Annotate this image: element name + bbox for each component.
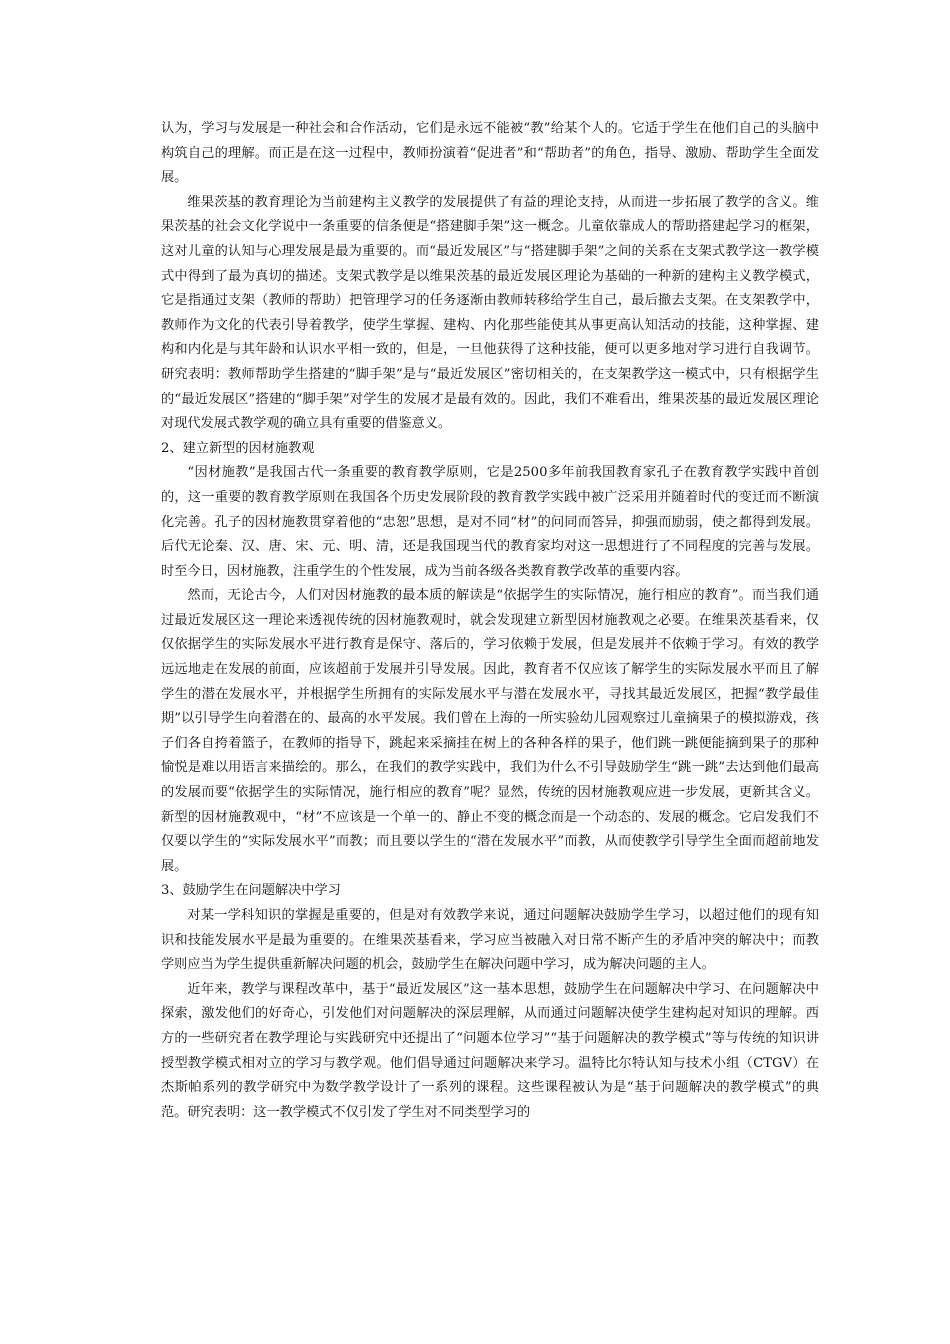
section-heading-3: 3、鼓励学生在问题解决中学习 [161,883,341,899]
section-heading-2: 2、建立新型的因材施教观 [161,440,315,456]
document-page [161,117,819,1125]
paragraph-vygotsky-theory: 维果茨基的教育理论为当前建构主义教学的发展提供了有益的理论支持，从而进一步拓展了教学的含义。维果茨基的社会文化学说中一条重要的信条便是“搭建脚手架”这一概念。儿童依靠成人的帮助搭建起学习的框架，这对儿童的认知与心理发展是最为重要的。而“最近发展区”与“搭建脚手架”之间的关系在支架式教学这一教学模式中得到了最为真切的描述。支架式教学是以维果茨基的最近发展区理论为基础的一种新的建构主义教学模式，它是指通过支架（教师的帮助）把管理学习的任务逐渐由教师转移给学生自己，最后撤去支架。在支架教学中，教师作为文化的代表引导着教学，使学生掌握、建构、内化那些能使其从事更高认知活动的技能，这种掌握、建构和内化是与其年龄和认识水平相一致的，但是，一旦他获得了这种技能，便可以更多地对学习进行自我调节。研究表明：教师帮助学生搭建的“脚手架”是与“最近发展区”密切相关的，在支架教学这一模式中，只有根据学生的“最近发展区”搭建的“脚手架”对学生的发展才是最有效的。因此，我们不难看出，维果茨基的最近发展区理论对现代发展式教学观的确立具有重要的借鉴意义。 [161,194,819,432]
paragraph-recent-reforms: 近年来，教学与课程改革中，基于“最近发展区”这一基本思想，鼓励学生在问题解决中学习、在问题解决中探索，激发他们的好奇心，引发他们对问题解决的深层理解，从而通过问题解决使学生建构起对知识的理解。西方的一些研究者在教学理论与实践研究中还提出了“问题本位学习”“基于问题解决的教学模式”等与传统的知识讲授型教学模式相对立的学习与教学观。他们倡导通过问题解决来学习。温特比尔特认知与技术小组（CTGV）在杰斯帕系列的教学研究中为数学教学设计了一系列的课程。这些课程被认为是“基于问题解决的教学模式”的典范。研究表明：这一教学模式不仅引发了学生对不同类型学习的 [161,981,819,1120]
paragraph-problem-solving: 对某一学科知识的掌握是重要的，但是对有效教学来说，通过问题解决鼓励学生学习，以超过他们的现有知识和技能发展水平是最为重要的。在维果茨基看来，学习应当被融入对日常不断产生的矛盾冲突的解决中；而教学则应当为学生提供重新解决问题的机会，鼓励学生在解决问题中学习，成为解决问题的主人。 [161,908,819,973]
paragraph-new-aptitude-view: 然而，无论古今，人们对因材施教的最本质的解读是“依据学生的实际情况，施行相应的教育”。而当我们通过最近发展区这一理论来透视传统的因材施教观时，就会发现建立新型因材施教观之必要。在维果茨基看来，仅仅依据学生的实际发展水平进行教育是保守、落后的，学习依赖于发展，但是发展并不依赖于学习。有效的教学远远地走在发展的前面，应该超前于发展并引导发展。因此，教育者不仅应该了解学生的实际发展水平而且了解学生的潜在发展水平，并根据学生所拥有的实际发展水平与潜在发展水平，寻找其最近发展区，把握“教学最佳期”以引导学生向着潜在的、最高的水平发展。我们曾在上海的一所实验幼儿园观察过儿童摘果子的模拟游戏，孩子们各自挎着篮子，在教师的指导下，跳起来采摘挂在树上的各种各样的果子，他们跳一跳便能摘到果子的那种愉悦是难以用语言来描绘的。那么，在我们的教学实践中，我们为什么不引导鼓励学生“跳一跳”去达到他们最高的发展而要“依据学生的实际情况，施行相应的教育”呢？显然，传统的因材施教观应进一步发展，更新其含义。新型的因材施教观中，“材”不应该是一个单一的、静止不变的概念而是一个动态的、发展的概念。它启发我们不仅要以学生的“实际发展水平”而教；而且要以学生的“潜在发展水平”而教，从而使教学引导学生全面而超前地发展。 [161,588,819,874]
paragraph-teaching-students-according-to-aptitude: “因材施教”是我国古代一条重要的教育教学原则，它是2500多年前我国教育家孔子在教育教学实践中首创的，这一重要的教育教学原则在我国各个历史发展阶段的教育教学实践中被广泛采用并随着时代的变迁而不断演化完善。孔子的因材施教贯穿着他的“忠恕”思想，是对不同“材”的问同而答异，抑强而励弱，使之都得到发展。后代无论秦、汉、唐、宋、元、明、清，还是我国现当代的教育家均对这一思想进行了不同程度的完善与发展。时至今日，因材施教，注重学生的个性发展，成为当前各级各类教育教学改革的重要内容。 [161,465,819,579]
paragraph-continuation: 认为，学习与发展是一种社会和合作活动，它们是永远不能被“教”给某个人的。它适于学生在他们自己的头脑中构筑自己的理解。而正是在这一过程中，教师扮演着“促进者”和“帮助者”的角色，指导、激励、帮助学生全面发展。 [161,121,819,186]
